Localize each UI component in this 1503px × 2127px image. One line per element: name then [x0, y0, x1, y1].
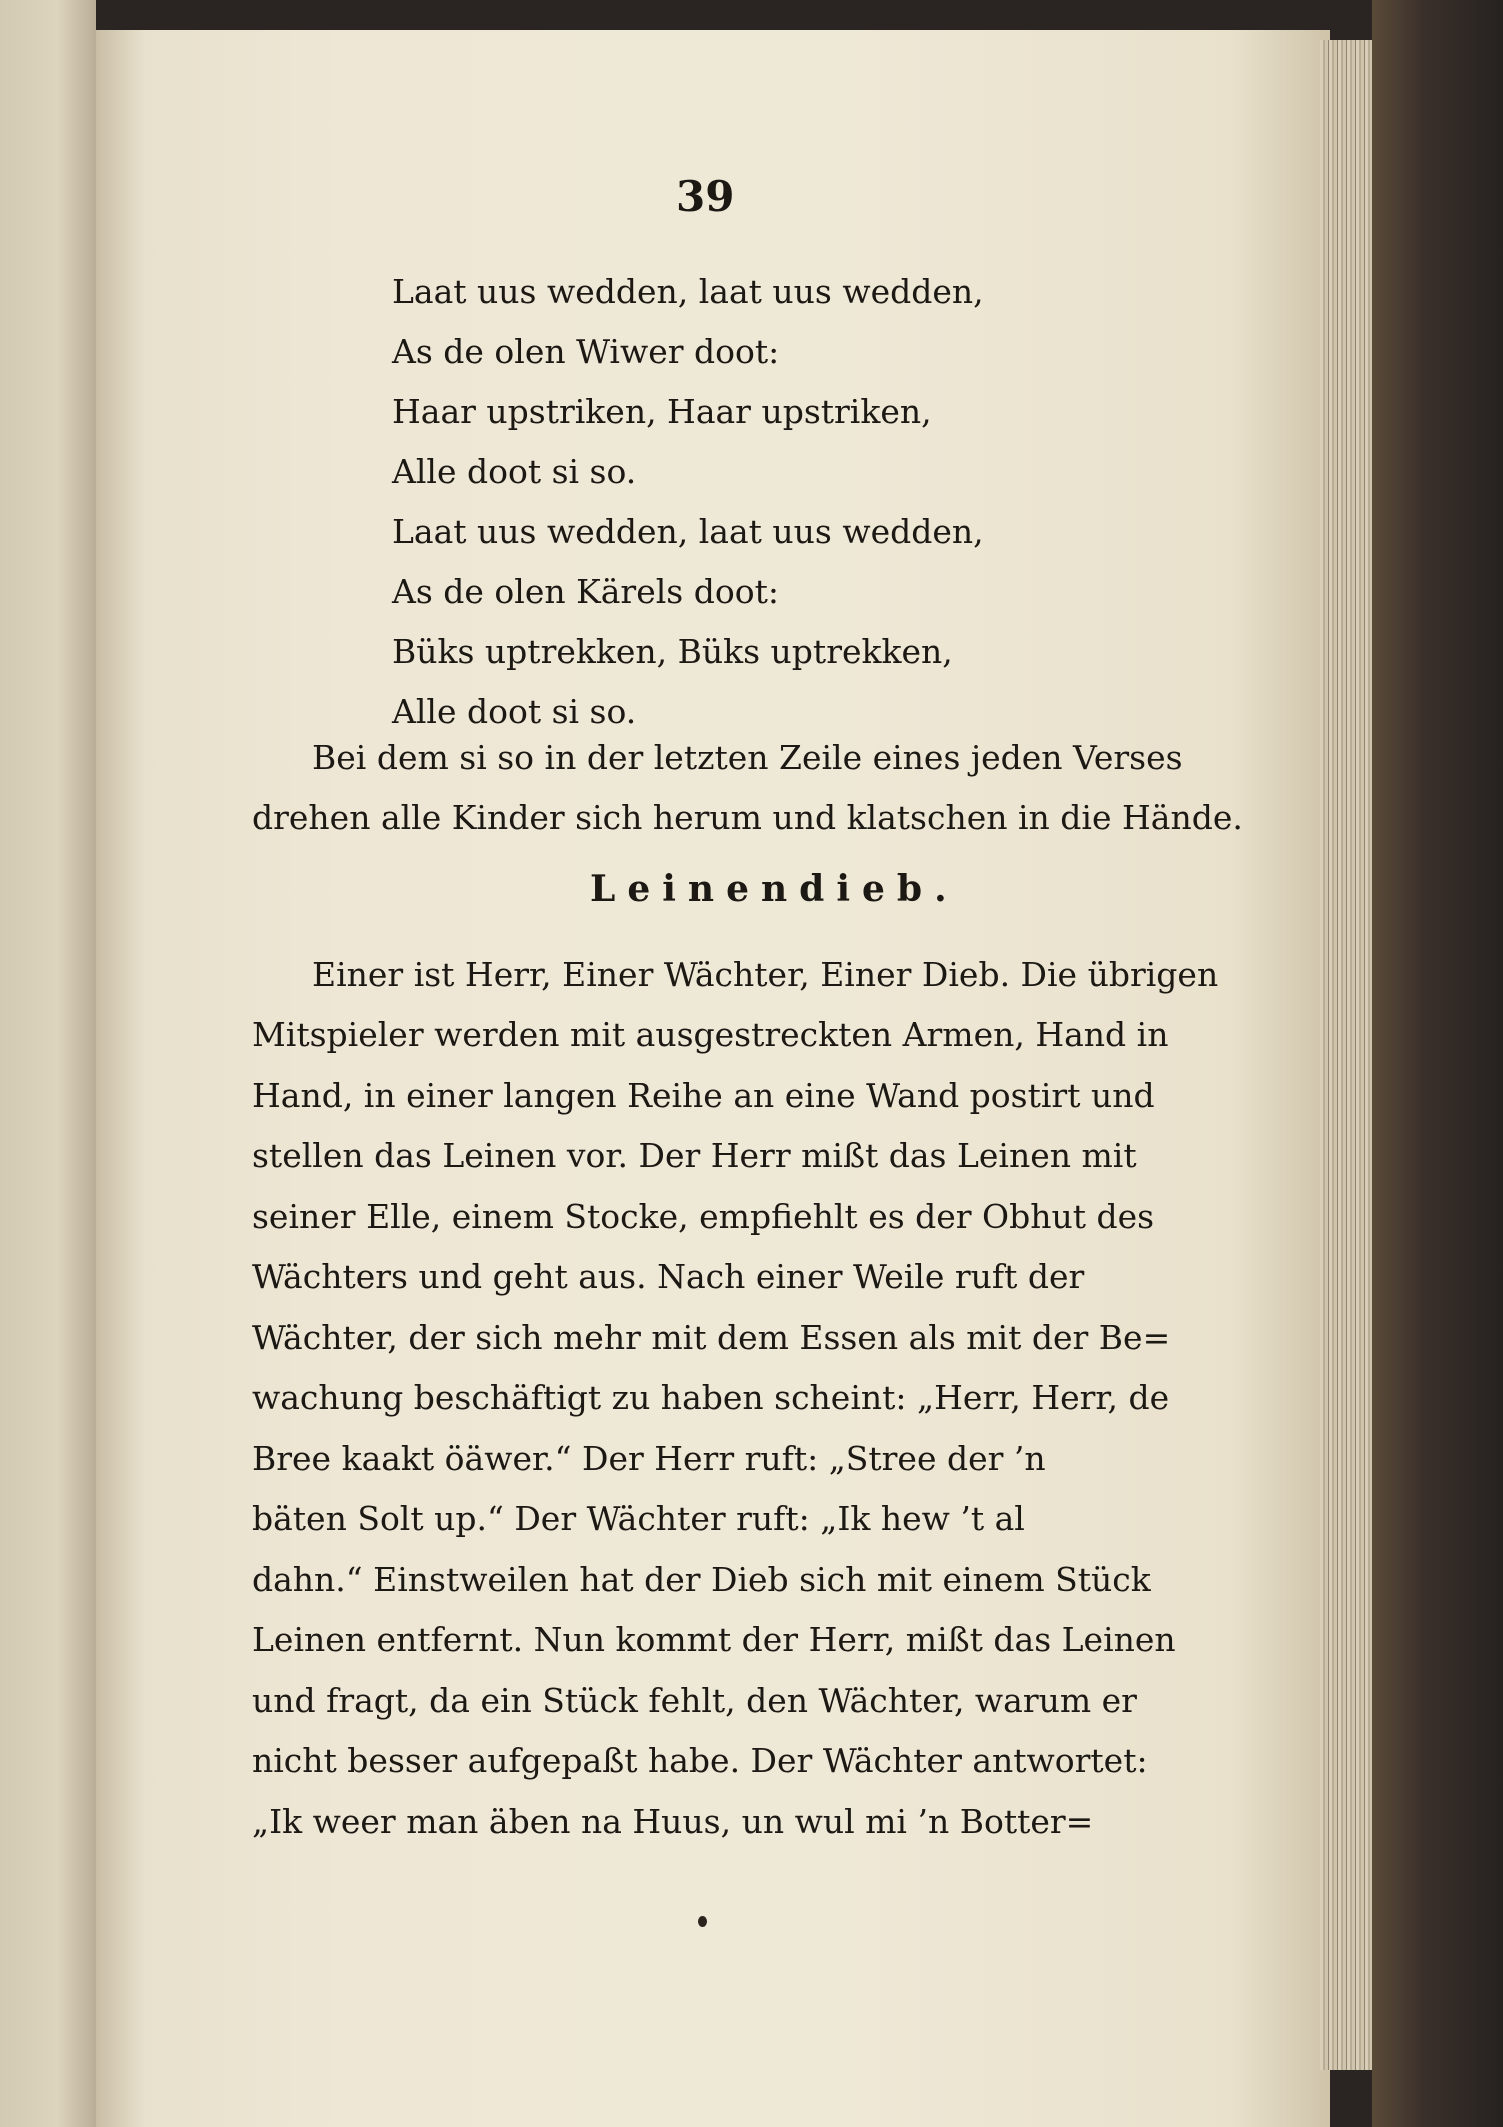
- paragraph-line: Hand, in einer langen Reihe an eine Wand postirt und: [252, 1076, 1155, 1115]
- paragraph-line: bäten Solt up.“ Der Wächter ruft: „Ik hew ’t al: [252, 1499, 1025, 1538]
- paragraph-line: und fragt, da ein Stück fehlt, den Wächter, warum er: [252, 1681, 1137, 1720]
- verse-line: Alle doot si so.: [392, 452, 637, 491]
- paragraph-line: seiner Elle, einem Stocke, empfiehlt es der Obhut des: [252, 1197, 1155, 1236]
- paragraph-line: Wächter, der sich mehr mit dem Essen als mit der Be=: [252, 1318, 1171, 1357]
- page-number: 39: [676, 172, 735, 221]
- paragraph-line: Wächters und geht aus. Nach einer Weile ruft der: [252, 1257, 1085, 1296]
- verse-line: Laat uus wedden, laat uus wedden,: [392, 272, 984, 311]
- paragraph-line: Mitspieler werden mit ausgestreckten Armen, Hand in: [252, 1015, 1169, 1054]
- section-heading: Leinendieb.: [590, 868, 959, 910]
- verse-line: Büks uptrekken, Büks uptrekken,: [392, 632, 953, 671]
- verse-line: Alle doot si so.: [392, 692, 637, 731]
- paragraph-line: stellen das Leinen vor. Der Herr mißt das Leinen mit: [252, 1136, 1137, 1175]
- paragraph-line: „Ik weer man äben na Huus, un wul mi ’n Botter=: [252, 1802, 1094, 1841]
- verse-line: Haar upstriken, Haar upstriken,: [392, 392, 932, 431]
- printer-mark: [698, 1916, 707, 1927]
- paragraph-line: dahn.“ Einstweilen hat der Dieb sich mit einem Stück: [252, 1560, 1151, 1599]
- verse-note-line: drehen alle Kinder sich herum und klatschen in die Hände.: [252, 798, 1243, 837]
- paragraph-line: nicht besser aufgepaßt habe. Der Wächter antwortet:: [252, 1741, 1148, 1780]
- paragraph-line: Bree kaakt öäwer.“ Der Herr ruft: „Stree der ’n: [252, 1439, 1046, 1478]
- verse-line: Laat uus wedden, laat uus wedden,: [392, 512, 984, 551]
- verse-line: As de olen Kärels doot:: [392, 572, 779, 611]
- paragraph-line: Einer ist Herr, Einer Wächter, Einer Dieb. Die übrigen: [312, 955, 1219, 994]
- verse-note-line: Bei dem si so in der letzten Zeile eines jeden Verses: [312, 738, 1183, 777]
- paragraph-line: Leinen entfernt. Nun kommt der Herr, mißt das Leinen: [252, 1620, 1176, 1659]
- verse-line: As de olen Wiwer doot:: [392, 332, 780, 371]
- paragraph-line: wachung beschäftigt zu haben scheint: „Herr, Herr, de: [252, 1378, 1170, 1417]
